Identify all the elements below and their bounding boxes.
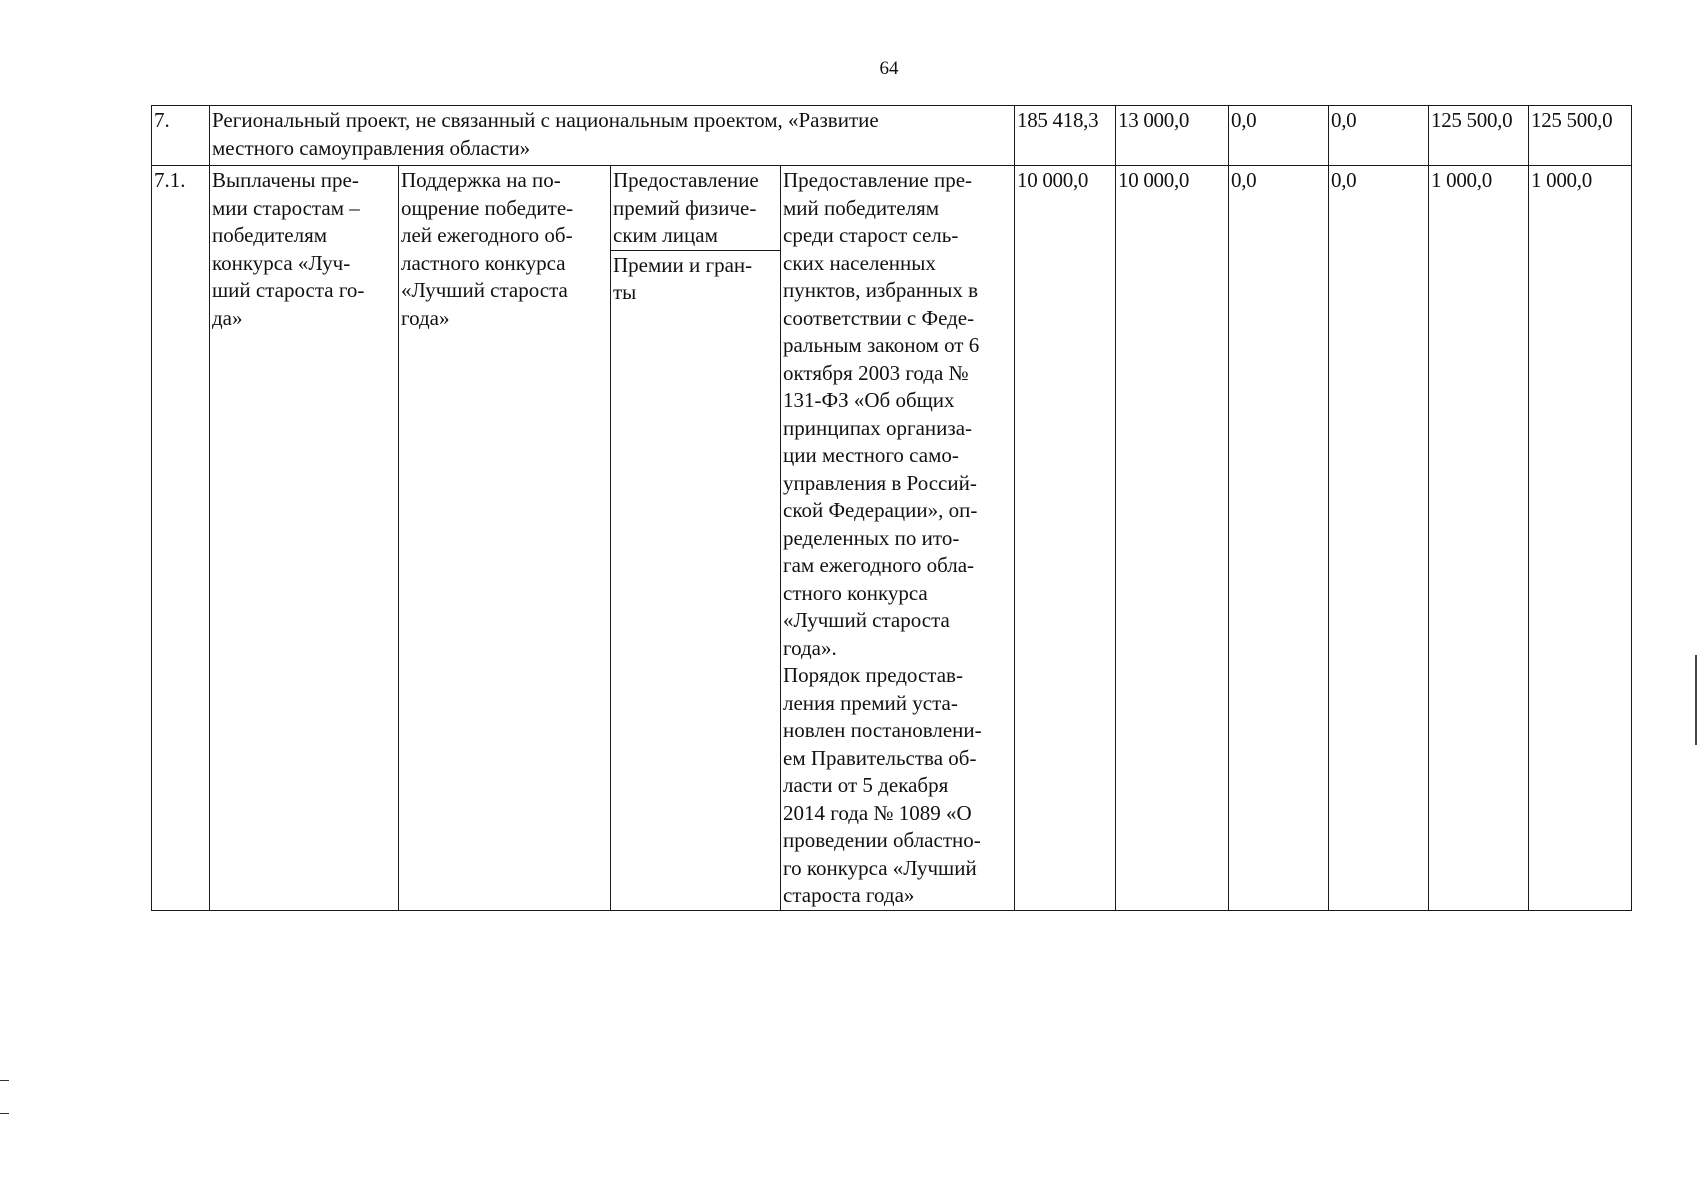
value-cell: 185 418,3: [1015, 106, 1116, 166]
table-row-7: [152, 106, 1632, 166]
row-number: 7.1.: [152, 166, 210, 911]
value-cell: 125 500,0: [1529, 106, 1632, 166]
page-number: 64: [879, 58, 899, 79]
value-cell: 0,0: [1229, 166, 1329, 911]
event-cell: Поддержка на по- ощрение победите- лей ежегодного об- ластного конкурса «Лучший староста года»: [399, 166, 611, 911]
value-cell: 125 500,0: [1429, 106, 1529, 166]
value-cell: 10 000,0: [1116, 166, 1229, 911]
table-row-7-1: [152, 166, 1632, 911]
value-cell: 0,0: [1229, 106, 1329, 166]
expense-type-top: Предоставление премий физиче- ским лицам: [611, 166, 780, 251]
value-cell: 1 000,0: [1429, 166, 1529, 911]
scan-edge-marks: [0, 1080, 9, 1146]
project-title: Региональный проект, не связанный с национальным проектом, «Развитие местного самоуправления области»: [210, 106, 1015, 166]
value-cell: 13 000,0: [1116, 106, 1229, 166]
value-cell: 0,0: [1329, 106, 1429, 166]
expense-type-cell: [611, 166, 781, 911]
value-cell: 10 000,0: [1015, 166, 1116, 911]
expense-type-bottom: Премии и гран- ты: [613, 252, 753, 304]
result-cell: Выплачены пре- мии старостам – победителям конкурса «Луч- ший староста го- да»: [210, 166, 399, 911]
value-cell: 1 000,0: [1529, 166, 1632, 911]
description-cell: Предоставление пре- мий победителям среди старост сель- ских населенных пунктов, избранных в соответствии с Феде- ральным законом от 6 октября 2003 года № 131-ФЗ «Об общих принципах организа- ции местного само- управления в Россий- ской Федерации», оп- ределенных по ито- гам ежегодного обла- стного конкурса «Лучший староста года». Порядок предостав- ления премий уста- новлен постановлени- ем Правительства об- ласти от 5 декабря 2014 года № 1089 «О проведении областно- го конкурса «Лучший староста года»: [781, 166, 1015, 911]
row-number: 7.: [152, 106, 210, 166]
program-table: [151, 105, 1632, 911]
value-cell: 0,0: [1329, 166, 1429, 911]
